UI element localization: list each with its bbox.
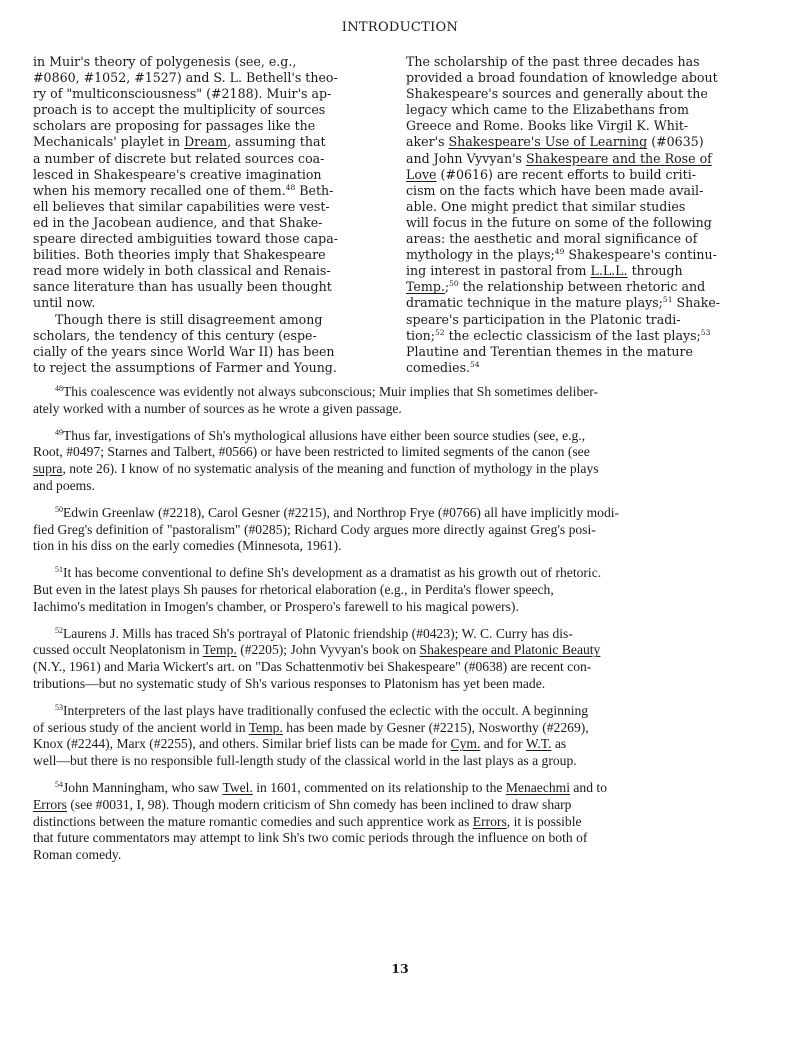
body-column-right [406,54,746,376]
text-line: cially of the years since World War II) has been [33,343,335,359]
footnote-line: But even in the latest plays Sh pauses for rhetorical elaboration (e.g., in Perdita's flower speech, [33,581,554,597]
footnote-reference: 51 [662,295,673,305]
footnote-reference: 54 [470,359,480,369]
footnote-line: Knox (#2244), Marx (#2255), and others. Similar brief lists can be made for Cym. and for W.T. as [33,736,567,752]
text-line: Greece and Rome. Books like Virgil K. Whit- [406,118,689,134]
text-line: tion;$^{52}$ the eclectic classicism of the last plays;$^{53}$ [406,327,711,343]
footnote-line: (N.Y., 1961) and Maria Wickert's art. on "Das Schattenmotiv bei Shakespeare" (#0638) are recent con- [33,659,592,675]
text-line: comedies.$^{54}$ [406,359,480,375]
footnote-line: supra, note 26). I know of no systematic analysis of the meaning and function of mythology in the plays [33,461,599,477]
underlined-title: L.L.L. [590,263,628,279]
footnote-line: Errors (see #0031, I, 98). Though modern criticism of Shn comedy has been inclined to draw sharp [33,796,572,812]
footnote-line: fied Greg's definition of "pastoralism" (#0285); Richard Cody argues more directly against Greg's posi- [33,521,596,537]
text-line: when his memory recalled one of them.$^{48}$ Beth- [33,182,334,198]
text-line: scholars are proposing for passages like the [33,118,316,134]
text-line: The scholarship of the past three decades has [406,54,700,69]
text-line: mythology in the plays;$^{49}$ Shakespeare's continu- [406,247,717,263]
text-line: Shakespeare's sources and generally about the [406,86,708,102]
text-line: Mechanicals' playlet in Dream, assuming that [33,134,326,150]
text-line: until now. [33,295,96,311]
footnote-line: $^{51}$It has become conventional to define Sh's development as a dramatist as his growth out of rhetoric. [55,565,602,581]
footnote-line: Root, #0497; Starnes and Talbert, #0566) or have been restricted to limited segments of the canon (see [33,444,590,460]
footnote-54 [33,780,773,864]
footnote-line: $^{50}$Edwin Greenlaw (#2218), Carol Gesner (#2215), and Northrop Frye (#0766) all have implicitly modi- [55,504,620,520]
underlined-title: Love [406,166,437,182]
footnote-line: $^{54}$John Manningham, who saw Twel. in 1601, commented on its relationship to the Menaechmi and to [55,779,607,795]
text-line: legacy which came to the Elizabethans from [406,102,689,118]
text-line: will focus in the future on some of the following [406,214,712,230]
footnote-line: tributions—but no systematic study of Sh's various responses to Platonism has yet been made. [33,675,546,691]
body-column-left [33,54,388,376]
footnote-line: tion in his diss on the early comedies (Minnesota, 1961). [33,538,342,554]
text-line: bilities. Both theories imply that Shakespeare [33,247,326,263]
underlined-title: Twel. [222,779,253,795]
footnote-53 [33,703,773,770]
footnote-reference: 48 [285,182,296,192]
underlined-title: Temp. [202,642,237,658]
footnote-number: 50 [55,504,63,514]
running-header: INTRODUCTION [341,20,459,35]
text-line: cism on the facts which have been made avail- [406,182,704,198]
text-line: and John Vyvyan's Shakespeare and the Rose of [406,150,712,166]
footnote-number: 51 [55,565,63,575]
text-line: speare directed ambiguities toward those capa- [33,231,338,247]
footnote-reference: 49 [554,247,565,257]
underlined-title: supra [33,461,63,477]
footnote-number: 49 [55,427,63,437]
text-line: Though there is still disagreement among [55,311,323,327]
footnote-number: 54 [55,779,63,789]
footnote-line: and poems. [33,477,95,493]
footnote-number: 53 [55,702,63,712]
footnotes [33,384,773,874]
underlined-title: Cym. [450,736,481,752]
footnote-line: well—but there is no responsible full-length study of the classical world in the last plays as a group. [33,753,577,769]
footnote-number: 48 [55,384,63,393]
footnote-line: distinctions between the mature romantic comedies and such apprentice work as Errors, it is possible [33,813,582,829]
text-line: ed in the Jacobean audience, and that Shake- [33,214,323,230]
text-line: areas: the aesthetic and moral significance of [406,231,698,247]
footnote-reference: 52 [435,327,445,337]
footnote-line: $^{49}$Thus far, investigations of Sh's mythological allusions have either been source studies (see, e.g., [55,427,586,443]
text-line: Love (#0616) are recent efforts to build criti- [406,166,697,182]
footnote-line: $^{48}$This coalescence was evidently not always subconscious; Muir implies that Sh sometimes deliber- [55,384,599,399]
text-line: able. One might predict that similar studies [406,198,686,214]
footnote-48 [33,384,773,418]
text-line: aker's Shakespeare's Use of Learning (#0635) [406,134,704,150]
text-line: Plautine and Terentian themes in the mature [406,343,693,359]
footnote-line: Iachimo's meditation in Imogen's chamber, or Prospero's farewell to his magical powers). [33,598,519,614]
text-line: in Muir's theory of polygenesis (see, e.g., [33,54,297,69]
footnote-line: $^{53}$Interpreters of the last plays have traditionally confused the eclectic with the occult. A beginning [55,702,589,718]
footnote-line: of serious study of the ancient world in Temp. has been made by Gesner (#2215), Nosworthy (#2269), [33,719,589,735]
footnote-51 [33,565,773,615]
text-line: ry of "multiconsciousness" (#2188). Muir's ap- [33,86,332,102]
text-line: speare's participation in the Platonic tradi- [406,311,681,327]
text-line: a number of discrete but related sources coa- [33,150,325,166]
text-line: Temp.;$^{50}$ the relationship between rhetoric and [406,279,706,295]
underlined-title: Shakespeare and Platonic Beauty [419,642,601,658]
footnote-reference: 53 [700,327,711,337]
page-number: 13 [391,961,409,976]
footnote-line: $^{52}$Laurens J. Mills has traced Sh's portrayal of Platonic friendship (#0423); W. C. Curry has dis- [55,625,573,641]
text-line: lesced in Shakespeare's creative imagination [33,166,322,182]
text-line: proach is to accept the multiplicity of sources [33,102,326,118]
underlined-title: Errors [472,813,507,829]
text-line: ing interest in pastoral from L.L.L. through [406,263,683,279]
underlined-title: Temp. [406,279,445,295]
text-line: scholars, the tendency of this century (espe- [33,327,317,343]
text-line: sance literature than has usually been thought [33,279,332,295]
underlined-title: Shakespeare's Use of Learning [448,134,648,150]
text-line: ell believes that similar capabilities were vest- [33,198,330,214]
underlined-title: Errors [33,796,67,812]
footnote-number: 52 [55,625,63,635]
footnote-52 [33,626,773,693]
text-line: read more widely in both classical and Renais- [33,263,331,279]
footnote-line: ately worked with a number of sources as he wrote a given passage. [33,400,402,416]
footnote-line: that future commentators may attempt to link Sh's two comic periods through the influence on both of [33,830,588,846]
underlined-title: W.T. [525,736,552,752]
underlined-title: Menaechmi [505,779,570,795]
footnote-reference: 50 [449,279,459,289]
text-line: #0860, #1052, #1527) and S. L. Bethell's theo- [33,70,338,86]
text-line: provided a broad foundation of knowledge about [406,70,718,86]
underlined-title: Temp. [248,719,283,735]
text-line: dramatic technique in the mature plays;$^{51}$ Shake- [406,295,721,311]
footnote-49 [33,428,773,495]
footnote-50 [33,505,773,555]
footnote-line: Roman comedy. [33,847,122,863]
underlined-title: Shakespeare and the Rose of [526,150,712,166]
underlined-title: Dream [184,134,228,150]
footnote-line: cussed occult Neoplatonism in Temp. (#2205); John Vyvyan's book on Shakespeare and Platonic Beauty [33,642,601,658]
text-line: to reject the assumptions of Farmer and Young. [33,359,337,375]
